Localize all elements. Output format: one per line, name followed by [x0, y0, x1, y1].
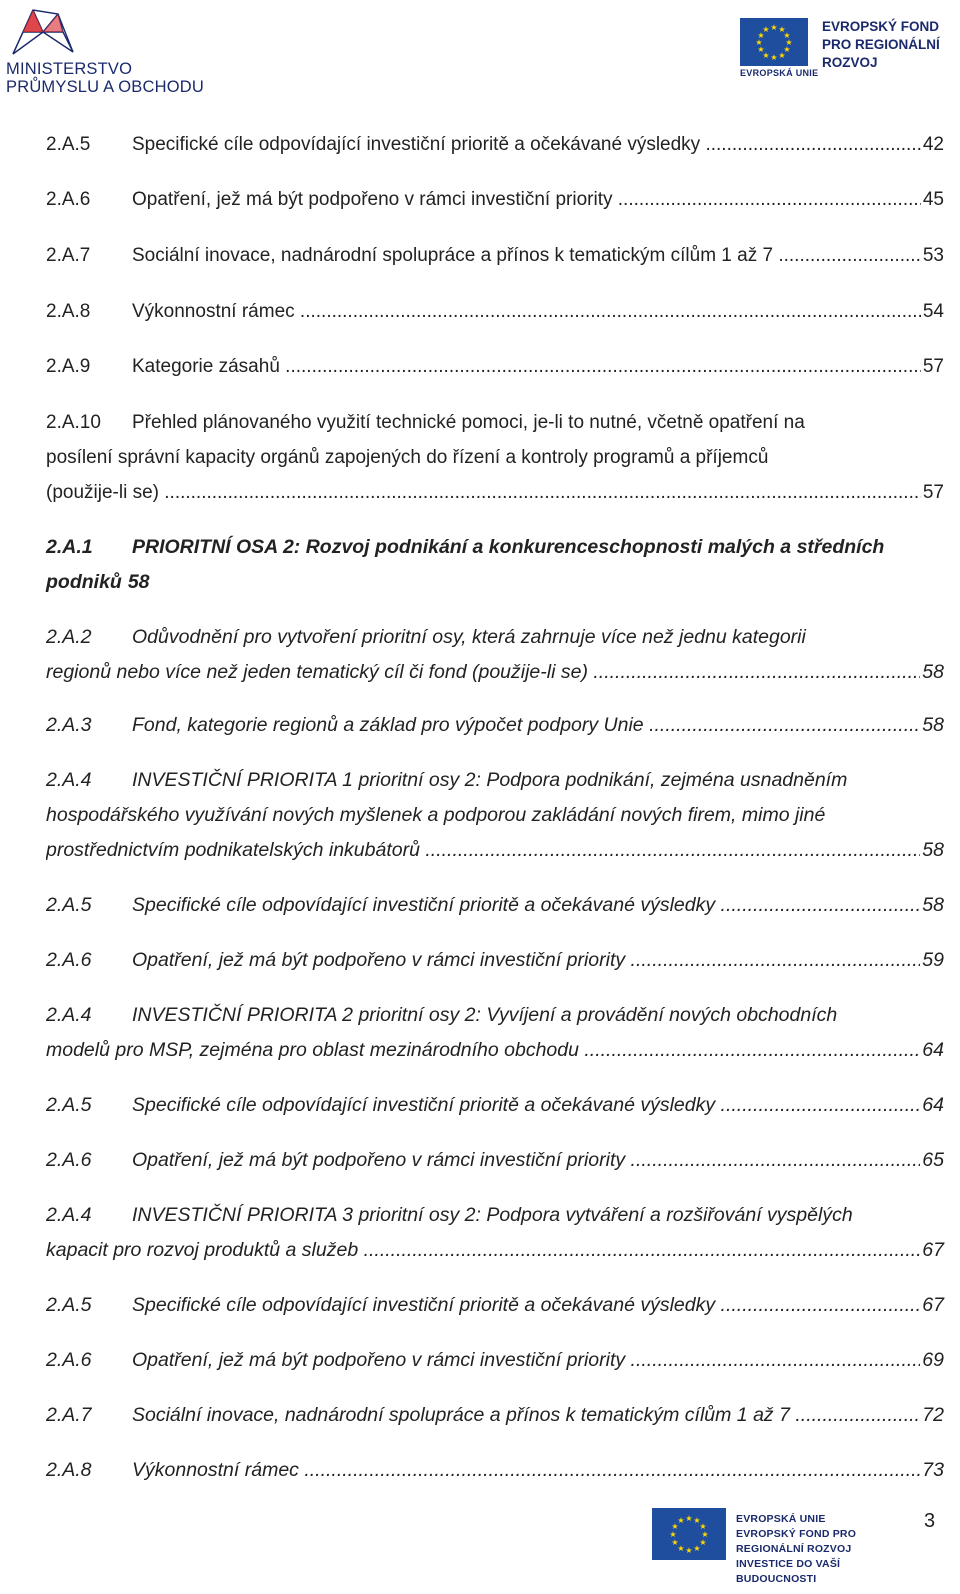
toc-entry-page: 58 [127, 571, 150, 593]
eu-fund-line: EVROPSKÝ FOND [822, 19, 940, 34]
eu-footer-logo [652, 1508, 912, 1585]
svg-text:★: ★ [778, 51, 786, 60]
toc-entry[interactable] [46, 763, 944, 868]
toc-entry-number: 2.A.3 [46, 714, 92, 736]
toc-entry[interactable] [46, 349, 944, 384]
toc-entry-number: 2.A.6 [46, 949, 92, 971]
toc-entry-page: 69 [922, 1349, 944, 1371]
toc-entry-number: 2.A.5 [46, 1094, 92, 1116]
toc-entry[interactable] [46, 1453, 944, 1488]
toc-entry-page: 59 [922, 949, 944, 971]
toc-entry-number: 2.A.8 [46, 1459, 92, 1481]
toc-entry[interactable] [46, 888, 944, 923]
toc-entry-page: 58 [922, 839, 944, 861]
toc-entry[interactable] [46, 127, 944, 162]
toc-entry-title: Specifické cíle odpovídající investiční prioritě a očekávané výsledky ..... [132, 127, 921, 162]
toc-entry-title-line: hospodářského využívání nových myšlenek a podporou zakládání nových firem, mimo jiné [46, 804, 826, 826]
toc-entry-title-line: INVESTIČNÍ PRIORITA 1 prioritní osy 2: Podpora podnikání, zejména usnadněním [132, 769, 848, 791]
svg-text:★: ★ [699, 1538, 707, 1547]
svg-text:★: ★ [685, 1546, 693, 1555]
ministry-logo [6, 2, 206, 98]
toc-entry-title-line: PRIORITNÍ OSA 2: Rozvoj podnikání a konkurenceschopnosti malých a středních [132, 536, 885, 558]
toc-entry-title-line: kapacit pro rozvoj produktů a služeb ..... [46, 1233, 920, 1268]
toc-entry-title: Sociální inovace, nadnárodní spolupráce a přínos k tematickým cílům 1 až 7 ..... [132, 1398, 920, 1433]
toc-entry-title-line: modelů pro MSP, zejména pro oblast mezinárodního obchodu ..... [46, 1033, 920, 1068]
toc-entry[interactable] [46, 1288, 944, 1323]
toc-entry-page: 67 [922, 1239, 944, 1261]
eu-footer-text [736, 1512, 912, 1587]
toc-entry-page: 57 [922, 356, 944, 377]
eu-footer-line: INVESTICE DO VAŠÍ BUDOUCNOSTI [736, 1558, 841, 1585]
toc-entry-title-line: prostřednictvím podnikatelských inkubátorů ..... [46, 833, 920, 868]
toc-entry-title-line: podniků [46, 571, 122, 593]
toc-entry-page: 45 [922, 189, 944, 210]
toc-entry-number: 2.A.4 [46, 1204, 92, 1226]
svg-text:★: ★ [783, 31, 791, 40]
toc-entry-number: 2.A.5 [46, 1294, 92, 1316]
eu-flag-icon [740, 18, 808, 66]
toc-entry-number: 2.A.5 [46, 894, 92, 916]
toc-entry-title: Kategorie zásahů ..... [132, 349, 921, 384]
toc-entry-title: Výkonnostní rámec ..... [132, 294, 921, 329]
svg-text:★: ★ [693, 1544, 701, 1553]
toc-entry-page: 73 [922, 1459, 944, 1481]
eu-footer-line: EVROPSKÁ UNIE [736, 1513, 826, 1525]
page-number: 3 [924, 1510, 936, 1532]
toc-entry-page: 67 [922, 1294, 944, 1316]
toc-entry-number: 2.A.6 [46, 1149, 92, 1171]
svg-text:★: ★ [671, 1538, 679, 1547]
toc-entry-title: Specifické cíle odpovídající investiční prioritě a očekávané výsledky ..... [132, 1288, 920, 1323]
svg-text:★: ★ [757, 45, 765, 54]
eu-footer-line: EVROPSKÝ FOND PRO REGIONÁLNÍ ROZVOJ [736, 1528, 857, 1555]
toc-entry[interactable] [46, 294, 944, 329]
toc-entry-page: 58 [922, 894, 944, 916]
toc-entry-title: Opatření, jež má být podpořeno v rámci investiční priority ..... [132, 1343, 920, 1378]
svg-text:★: ★ [699, 1522, 707, 1531]
toc-entry[interactable] [46, 1143, 944, 1178]
eu-fund-line: ROZVOJ [822, 55, 878, 70]
toc-entry[interactable] [46, 620, 944, 690]
svg-text:★: ★ [671, 1522, 679, 1531]
toc-entry[interactable] [46, 998, 944, 1068]
toc-entry-number: 2.A.7 [46, 1404, 92, 1426]
toc-entry-number: 2.A.8 [46, 301, 91, 322]
toc-entry[interactable] [46, 182, 944, 217]
svg-text:★: ★ [762, 51, 770, 60]
toc-entry-title: Fond, kategorie regionů a základ pro výpočet podpory Unie ..... [132, 708, 920, 743]
toc-entry-number: 2.A.7 [46, 245, 91, 266]
toc-entry-page: 53 [922, 245, 944, 266]
svg-text:★: ★ [757, 31, 765, 40]
svg-text:★: ★ [685, 1514, 693, 1523]
eu-fund-line: PRO REGIONÁLNÍ [822, 37, 940, 52]
toc-entry-number: 2.A.10 [46, 412, 101, 433]
svg-text:★: ★ [770, 23, 778, 32]
toc-entry-page: 42 [922, 134, 944, 155]
toc-entry-title: Opatření, jež má být podpořeno v rámci investiční priority ..... [132, 1143, 920, 1178]
toc-entry-title-line: (použije-li se) ..... [46, 475, 921, 510]
eu-flag-icon [652, 1508, 726, 1560]
toc-entry[interactable] [46, 1343, 944, 1378]
toc-entry[interactable] [46, 1088, 944, 1123]
toc-entry-title-line: INVESTIČNÍ PRIORITA 2 prioritní osy 2: Vyvíjení a provádění nových obchodních [132, 1004, 838, 1026]
toc-entry-number: 2.A.9 [46, 356, 91, 377]
toc-entry-title: Sociální inovace, nadnárodní spolupráce a přínos k tematickým cílům 1 až 7 ..... [132, 238, 921, 273]
eu-union-label: EVROPSKÁ UNIE [740, 68, 819, 78]
globe-logo-icon [8, 2, 78, 58]
toc-entry-title: Specifické cíle odpovídající investiční prioritě a očekávané výsledky ..... [132, 1088, 920, 1123]
svg-text:★: ★ [783, 45, 791, 54]
toc-entry-title: Opatření, jež má být podpořeno v rámci investiční priority ..... [132, 182, 921, 217]
toc-entry-page: 57 [922, 482, 944, 503]
svg-text:★: ★ [785, 38, 793, 47]
toc-entry-title: Výkonnostní rámec ..... [132, 1453, 920, 1488]
toc-entry-title-line: INVESTIČNÍ PRIORITA 3 prioritní osy 2: Podpora vytváření a rozšiřování vyspělých [132, 1204, 853, 1226]
toc-entry[interactable] [46, 708, 944, 743]
ministry-logo-line: PRŮMYSLU A OBCHODU [6, 78, 204, 96]
toc-entry-number: 2.A.2 [46, 626, 92, 648]
toc-entry-number: 2.A.4 [46, 1004, 92, 1026]
toc-entry[interactable] [46, 405, 944, 510]
svg-text:★: ★ [762, 25, 770, 34]
toc-entry-title: Specifické cíle odpovídající investiční prioritě a očekávané výsledky ..... [132, 888, 920, 923]
toc-entry-page: 58 [922, 661, 944, 683]
toc-entry-number: 2.A.6 [46, 1349, 92, 1371]
toc-entry-page: 64 [922, 1039, 944, 1061]
svg-text:★: ★ [677, 1544, 685, 1553]
toc-entry-title-line: Odůvodnění pro vytvoření prioritní osy, která zahrnuje více než jednu kategorii [132, 626, 806, 648]
toc-entry-number: 2.A.1 [46, 536, 93, 558]
toc-entry[interactable] [46, 1198, 944, 1268]
svg-text:★: ★ [669, 1530, 677, 1539]
toc-entry-number: 2.A.6 [46, 189, 91, 210]
toc-entry-page: 54 [922, 301, 944, 322]
toc-entry-title-line: Přehled plánovaného využití technické pomoci, je-li to nutné, včetně opatření na [132, 412, 805, 433]
eu-fund-label [822, 18, 940, 72]
toc-entry-title-line: regionů nebo více než jeden tematický cíl či fond (použije-li se) ..... [46, 655, 920, 690]
toc-entry-title: Opatření, jež má být podpořeno v rámci investiční priority ..... [132, 943, 920, 978]
toc-entry-number: 2.A.5 [46, 134, 91, 155]
toc-entry-page: 65 [922, 1149, 944, 1171]
toc-entry[interactable] [46, 943, 944, 978]
toc-entry-title-line: posílení správní kapacity orgánů zapojených do řízení a kontroly programů a příjemců [46, 447, 769, 468]
toc-entry-page: 64 [922, 1094, 944, 1116]
svg-text:★: ★ [770, 53, 778, 62]
toc-entry[interactable] [46, 1398, 944, 1433]
toc-entry[interactable] [46, 238, 944, 273]
ministry-logo-line: MINISTERSTVO [6, 60, 133, 78]
toc-entry-page: 58 [922, 714, 944, 736]
ministry-logo-text [6, 60, 204, 96]
toc-entry[interactable] [46, 530, 944, 600]
svg-text:★: ★ [693, 1516, 701, 1525]
svg-text:★: ★ [755, 38, 763, 47]
svg-text:★: ★ [778, 25, 786, 34]
svg-text:★: ★ [701, 1530, 709, 1539]
toc-entry-number: 2.A.4 [46, 769, 92, 791]
toc-entry-page: 72 [922, 1404, 944, 1426]
eu-fund-logo [740, 18, 950, 80]
svg-text:★: ★ [677, 1516, 685, 1525]
